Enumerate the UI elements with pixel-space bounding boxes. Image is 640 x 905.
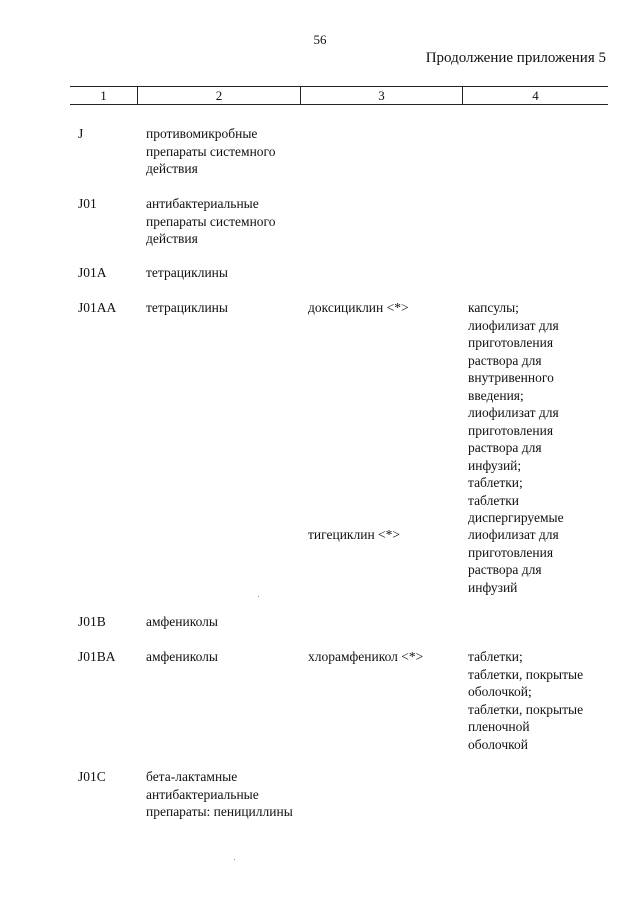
dosage-form-line: приготовления <box>468 544 554 560</box>
dosage-form-line: внутривенного <box>468 370 554 385</box>
dosage-form-line: инфузий <box>468 579 518 595</box>
table-header <box>70 86 608 105</box>
atc-code: J01 <box>78 196 97 211</box>
dosage-form-line: раствора для <box>468 562 542 577</box>
dosage-form-line: приготовления <box>468 335 554 350</box>
atc-group: противомикробные препараты системного действия <box>146 126 276 176</box>
drug-name: хлорамфеникол <*> <box>308 649 424 664</box>
atc-group: амфениколы <box>146 649 218 664</box>
atc-code: J01BA <box>78 649 116 664</box>
header-col-4: 4 <box>462 87 608 104</box>
dosage-forms <box>468 299 608 527</box>
atc-group: амфениколы <box>146 614 218 629</box>
dosage-form-line: приготовления <box>468 422 554 438</box>
dosage-form-line: таблетки <box>468 492 520 508</box>
header-col-3: 3 <box>300 87 462 104</box>
dosage-form-line: пленочной <box>468 719 530 734</box>
dosage-form-line: таблетки, покрытые <box>468 701 584 717</box>
dosage-form-line: таблетки; <box>468 475 523 490</box>
continuation-label: Продолжение приложения 5 <box>425 50 606 66</box>
dosage-form-line: лиофилизат для <box>468 527 559 542</box>
dosage-form-line: таблетки, покрытые <box>468 666 584 682</box>
dosage-form-line: лиофилизат для <box>468 317 559 333</box>
header-col-2: 2 <box>137 87 300 104</box>
atc-group: антибактериальные препараты системного действия <box>146 196 276 246</box>
page-number: 56 <box>313 32 327 47</box>
dosage-form-line: инфузий; <box>468 457 522 473</box>
dosage-form-line: оболочкой <box>468 736 528 752</box>
atc-group: тетрациклины <box>146 300 228 315</box>
dosage-form-line: раствора для <box>468 440 542 455</box>
dosage-form-line: таблетки; <box>468 649 523 664</box>
drug-name: тигециклин <*> <box>308 527 401 542</box>
atc-code: J01A <box>78 265 107 280</box>
atc-code: J01AA <box>78 300 117 315</box>
dosage-form-line: диспергируемые <box>468 510 564 525</box>
atc-group: тетрациклины <box>146 265 228 280</box>
atc-group: бета-лактамные антибактериальные препараты: пенициллины <box>146 769 293 819</box>
dosage-form-line: раствора для <box>468 352 542 368</box>
header-col-1: 1 <box>100 88 107 103</box>
drug-name: доксициклин <*> <box>308 300 409 315</box>
atc-code: J <box>78 126 84 141</box>
dosage-forms <box>468 648 608 753</box>
scan-speck <box>234 859 235 860</box>
dosage-forms <box>468 526 608 596</box>
dosage-form-line: введения; <box>468 387 524 403</box>
atc-code: J01B <box>78 614 106 629</box>
scan-speck <box>258 596 259 597</box>
dosage-form-line: капсулы; <box>468 300 519 315</box>
dosage-form-line: оболочкой; <box>468 684 532 699</box>
dosage-form-line: лиофилизат для <box>468 405 559 420</box>
atc-code: J01C <box>78 769 106 784</box>
